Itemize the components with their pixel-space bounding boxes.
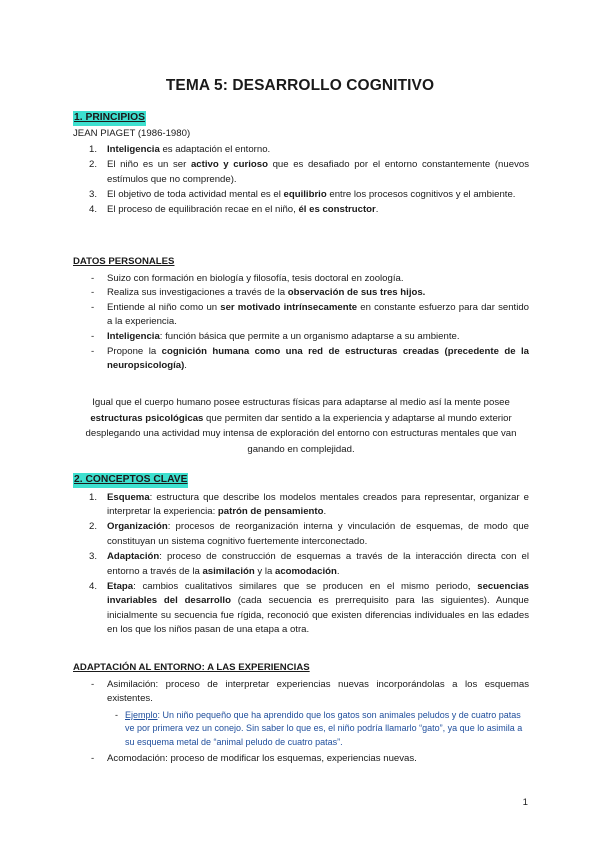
page-number: 1 — [522, 797, 528, 808]
section-datos-personales — [73, 255, 529, 374]
subheading-datos-personales: DATOS PERSONALES — [73, 256, 175, 267]
list-item: 3. Adaptación: proceso de construcción de esquemas a través de la interacción directa con el entorno a través de la asimilación y la acomodación. — [89, 550, 529, 577]
list-item: - Entiende al niño como un ser motivado intrínsecamente en constante esfuerzo para dar sentido a la experiencia. — [91, 301, 529, 328]
section-heading-conceptos: 2. CONCEPTOS CLAVE — [73, 473, 188, 488]
adaptacion-list-2 — [73, 752, 529, 767]
section-conceptos-clave — [73, 473, 529, 639]
list-item: 2. Organización: procesos de reorganización interna y vinculación de esquemas, de modo que constituyan un sistema cognitivo fuertemente interconectado. — [89, 521, 529, 547]
section-adaptacion — [73, 661, 529, 766]
list-item: 4. El proceso de equilibración recae en el niño, él es constructor. — [89, 204, 379, 216]
datos-list — [73, 272, 529, 374]
example-note: - Ejemplo: Un niño pequeño que ha aprendido que los gatos son animales peludos y de cuatro patas ve por primera vez un conejo. Sin saber lo que es, el niño podría llamarlo “gato”, ya que lo asimila a su esquema metal de “animal peludo de cuatro patas”. — [115, 709, 523, 747]
author-line: JEAN PIAGET (1986-1980) — [73, 127, 191, 139]
summary-paragraph: Igual que el cuerpo humano posee estructuras físicas para adaptarse al medio así la mente posee estructuras psicológicas que permiten dar sentido a la experiencia y adaptarse al mundo exterior desplegando una actividad muy intensa de exploración del entorno con estructuras mentales que van ganando en complejidad. — [85, 397, 517, 455]
list-item: 1. Inteligencia es adaptación el entorno. — [89, 144, 271, 156]
list-item: 4. Etapa: cambios cualitativos similares que se producen en el mismo periodo, secuencias invariables del desarrollo (cada secuencia es prerrequisito para las siguientes). Aunque inicialmente su secuencia fue rígida, reconoció que existen diferencias individuales en las edades en los que los niños pasan de una etapa a otra. — [89, 580, 529, 636]
adaptacion-list — [73, 678, 529, 707]
subheading-adaptacion: ADAPTACIÓN AL ENTORNO: A LAS EXPERIENCIAS — [73, 662, 310, 673]
list-item: - Suizo con formación en biología y filosofía, tesis doctoral en zoología. — [91, 272, 404, 284]
list-item: 3. El objetivo de toda actividad mental es el equilibrio entre los procesos cognitivos y el ambiente. — [89, 188, 516, 200]
principios-list — [73, 143, 529, 217]
list-item: - Inteligencia: función básica que permite a un organismo adaptarse a su ambiente. — [91, 330, 460, 342]
list-item: - Propone la cognición humana como una red de estructuras creadas (precedente de la neuropsicología). — [91, 345, 529, 372]
list-item: - Realiza sus investigaciones a través de la observación de sus tres hijos. — [91, 287, 426, 299]
list-item: - Asimilación: proceso de interpretar experiencias nuevas incorporándolas a los esquemas existentes. — [91, 678, 529, 705]
section-principios — [73, 111, 529, 218]
example-label: Ejemplo — [125, 709, 158, 720]
conceptos-list — [73, 491, 529, 638]
page-title: TEMA 5: DESARROLLO COGNITIVO — [165, 77, 435, 94]
list-item: 2. El niño es un ser activo y curioso que es desafiado por el entorno constantemente (nuevos estímulos que no comprende). — [89, 159, 529, 185]
section-heading-principios: 1. PRINCIPIOS — [73, 111, 146, 126]
list-item: - Acomodación: proceso de modificar los esquemas, experiencias nuevas. — [91, 752, 417, 764]
list-item: 1. Esquema: estructura que describe los modelos mentales creados para representar, organizar e interpretar la experiencia: patrón de pensamiento. — [89, 491, 529, 518]
